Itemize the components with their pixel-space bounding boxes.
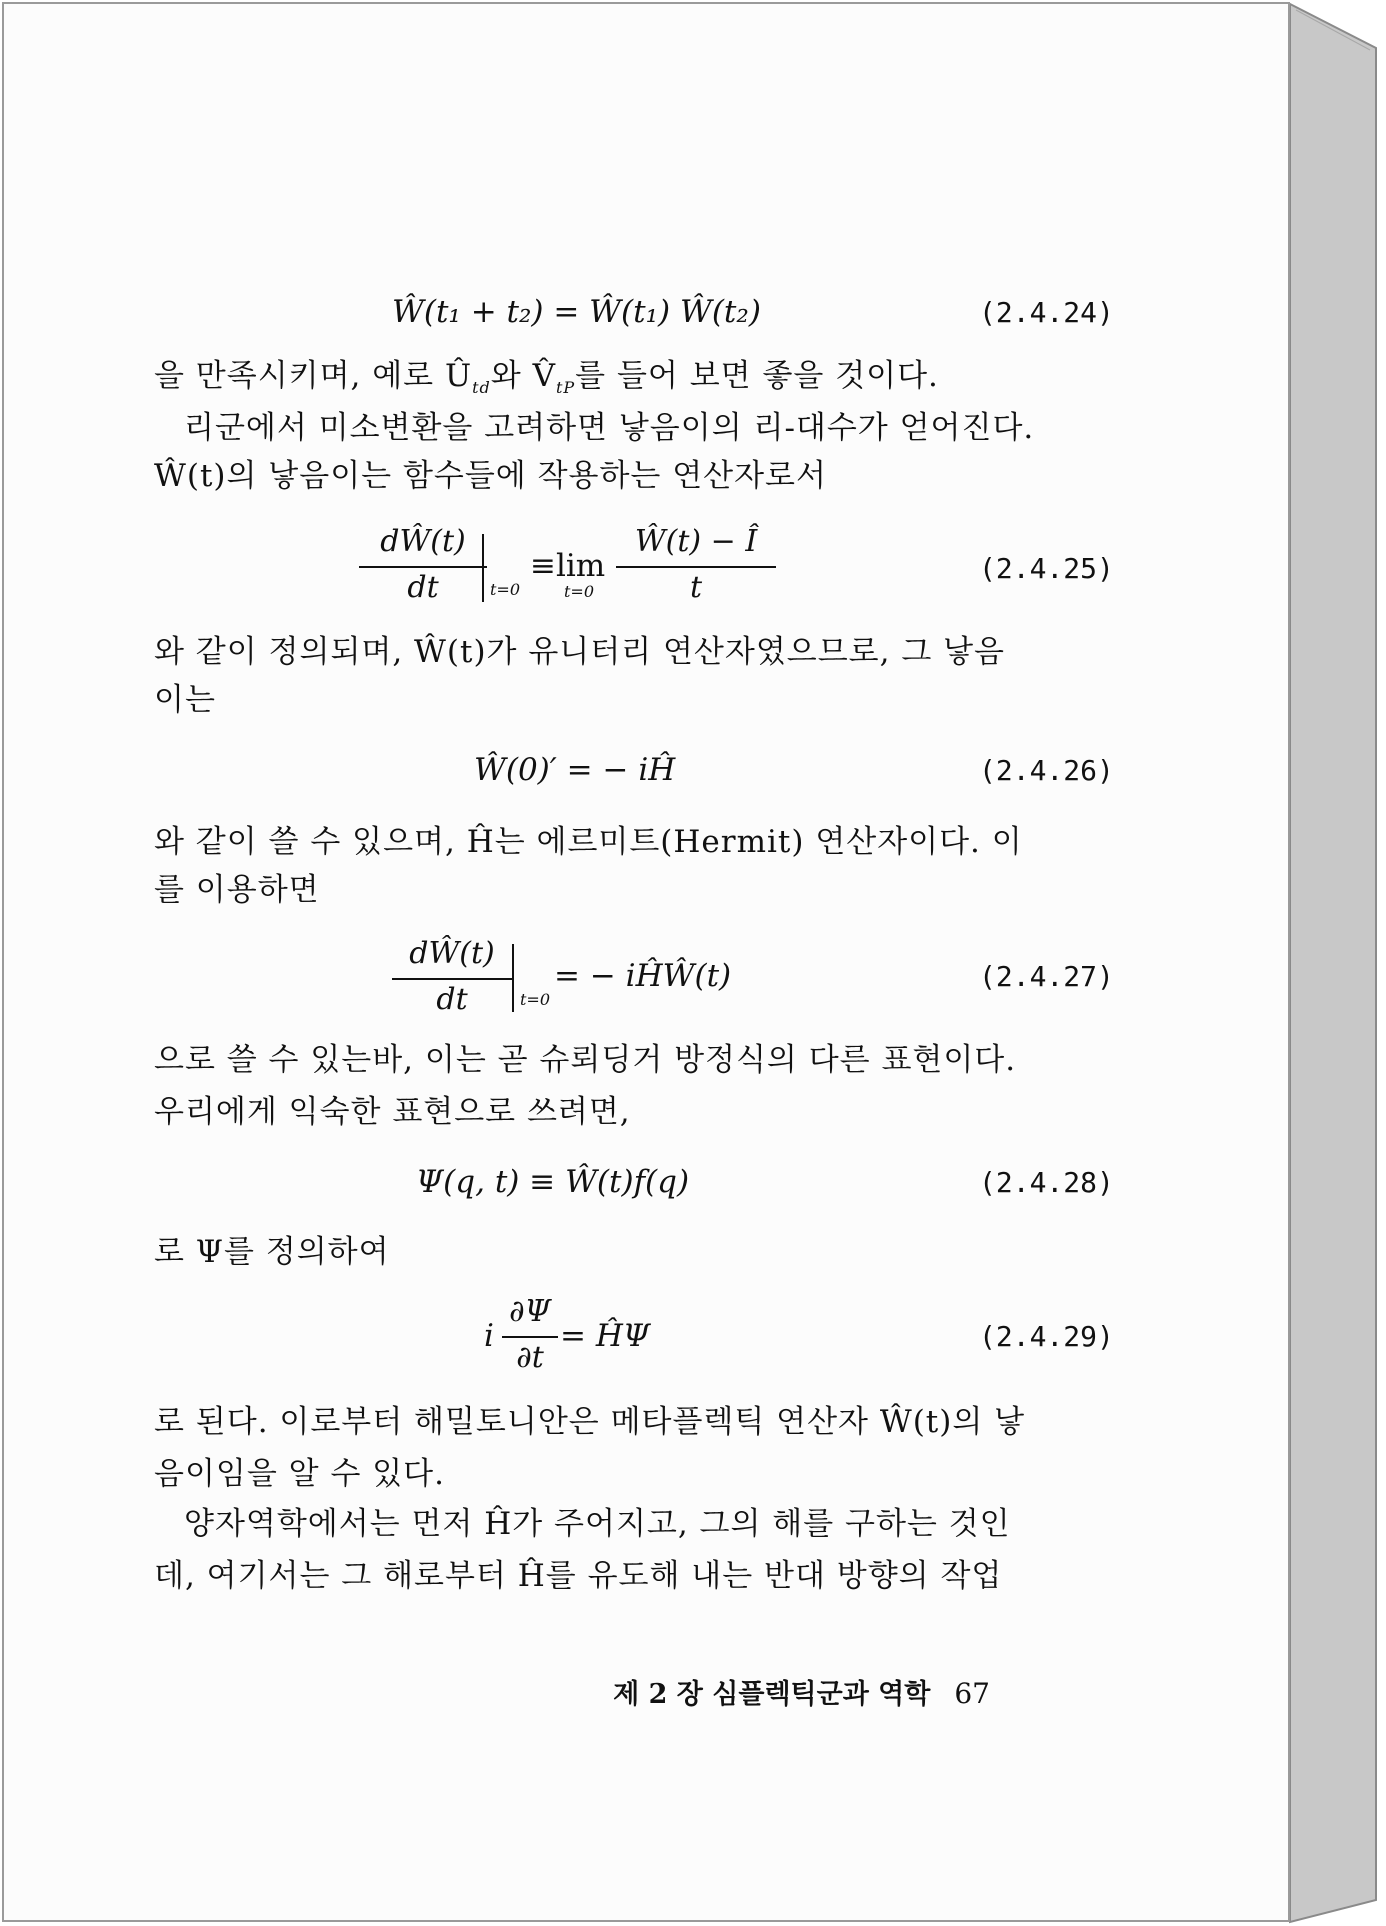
fraction-denominator: dt — [407, 570, 439, 605]
fraction-numerator: Ŵ(t) − Î — [634, 524, 758, 559]
text-line: 양자역학에서는 먼저 Ĥ가 주어지고, 그의 해를 구하는 것인 — [184, 1506, 1011, 1542]
equation-2-4-26: Ŵ(0)′ = − iĤ — [474, 752, 676, 788]
book-page — [2, 2, 1290, 1922]
equation-rhs: = ĤΨ — [560, 1318, 651, 1354]
equation-number: (2.4.28) — [979, 1166, 1114, 1199]
text-line: Ŵ(t)의 낳음이는 함수들에 작용하는 연산자로서 — [154, 458, 827, 494]
fraction-numerator: dŴ(t) — [380, 524, 466, 559]
text-line: 로 된다. 이로부터 해밀토니안은 메타플렉틱 연산자 Ŵ(t)의 낳 — [154, 1404, 1026, 1440]
text-line: 을 만족시키며, 예로 $Û_{td}$와 $V̂_{tP}$를 들어 보면 좋을 것이다. — [154, 358, 939, 398]
page-number: 67 — [954, 1677, 990, 1710]
limit-subscript: t=0 — [564, 582, 595, 601]
running-footer — [613, 1672, 990, 1711]
equation-number: (2.4.27) — [979, 960, 1114, 993]
fraction-bar — [502, 1336, 558, 1338]
text-line: 와 같이 쓸 수 있으며, Ĥ는 에르미트(Hermit) 연산자이다. 이 — [154, 824, 1023, 860]
fraction-denominator: t — [689, 570, 703, 605]
evaluation-subscript: t=0 — [490, 580, 521, 599]
fraction-bar — [359, 566, 487, 568]
chapter-title: 제 2 장 심플렉틱군과 역학 — [613, 1679, 931, 1710]
text-line: 데, 여기서는 그 해로부터 Ĥ를 유도해 내는 반대 방향의 작업 — [154, 1558, 1003, 1594]
evaluation-bar — [482, 534, 484, 602]
text-line: 으로 쓸 수 있는바, 이는 곧 슈뢰딩거 방정식의 다른 표현이다. — [154, 1042, 1017, 1078]
fraction-denominator: dt — [436, 982, 468, 1017]
evaluation-subscript: t=0 — [520, 990, 551, 1009]
equation-number: (2.4.26) — [979, 754, 1114, 787]
equation-2-4-24: Ŵ(t₁ + t₂) = Ŵ(t₁) Ŵ(t₂) — [392, 294, 761, 330]
equation-prefix: i — [484, 1318, 494, 1354]
equation-number: (2.4.25) — [979, 552, 1114, 585]
text-line: 우리에게 익숙한 표현으로 쓰려면, — [154, 1094, 631, 1130]
fraction-numerator: dŴ(t) — [409, 936, 495, 971]
text-line: 를 이용하면 — [154, 872, 320, 908]
limit-operator: ≡lim — [530, 548, 606, 584]
text-line: 이는 — [154, 682, 216, 718]
equation-2-4-28: Ψ(q, t) ≡ Ŵ(t)f(q) — [416, 1164, 690, 1200]
text-line: 음이임을 알 수 있다. — [154, 1456, 445, 1492]
fraction-bar — [616, 566, 776, 568]
equation-number: (2.4.29) — [979, 1320, 1114, 1353]
fraction-denominator: ∂t — [516, 1340, 544, 1375]
text-line: 리군에서 미소변환을 고려하면 낳음이의 리-대수가 얻어진다. — [184, 410, 1035, 446]
equation-number: (2.4.24) — [979, 296, 1114, 329]
evaluation-bar — [512, 944, 514, 1012]
equation-rhs: = − iĤŴ(t) — [554, 958, 732, 994]
text-line: 와 같이 정의되며, Ŵ(t)가 유니터리 연산자였으므로, 그 낳음 — [154, 634, 1006, 670]
text-line: 로 Ψ를 정의하여 — [154, 1234, 390, 1270]
fraction-numerator: ∂Ψ — [509, 1294, 551, 1329]
fraction-bar — [392, 978, 512, 980]
